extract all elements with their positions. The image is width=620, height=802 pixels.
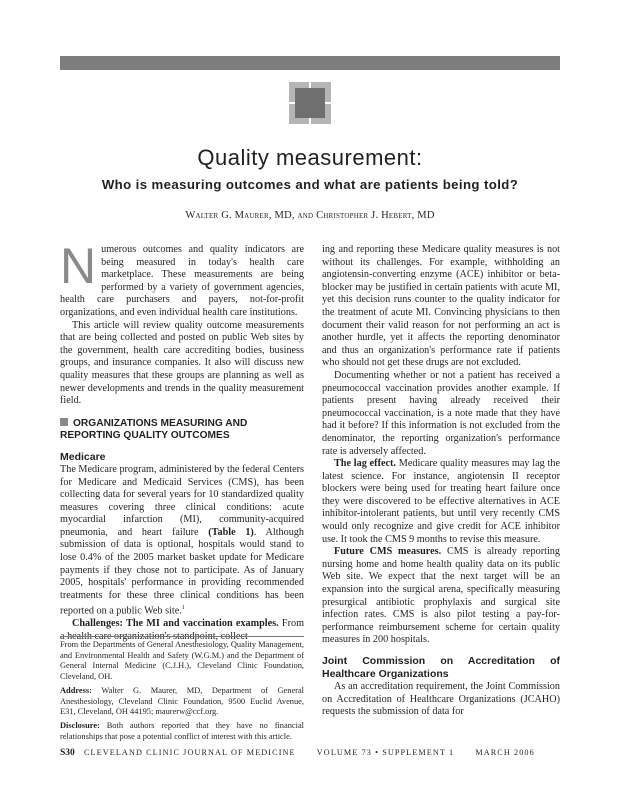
- intro-paragraph-2: This article will review quality outcome measurements that are being collected and posted on public Web sites by the government, health care accrediting bodies, business groups, and insurance companies. It also will discuss new quality measures that these groups are planning as well as newer developments and trends in the quality measurement field.: [60, 319, 304, 407]
- journal-name: CLEVELAND CLINIC JOURNAL OF MEDICINE: [83, 748, 296, 757]
- article-subtitle: Who is measuring outcomes and what are patients being told?: [101, 177, 519, 192]
- article-title: Quality measurement:: [197, 145, 423, 170]
- affiliation-note: From the Departments of General Anesthesiology, Quality Management, and Environmental Health and Safety (W.G.M.) and the Department of General Internal Medicine (C.J.H.), Cleveland Clinic Foundation, Cleveland, OH.: [60, 640, 304, 682]
- header-bar: [60, 56, 560, 70]
- address-note: Address: Walter G. Maurer, MD, Department of General Anesthesiology, Cleveland Clinic Foundation, 9500 Euclid Avenue, E31, Cleveland, OH 44195; maurerw@ccf.org.: [60, 685, 304, 717]
- jcaho-paragraph: As an accreditation requirement, the Joint Commission on Accreditation of Healthcare Organizations (JCAHO) requests the submission of data for: [322, 681, 560, 718]
- footnote-rule: [60, 636, 304, 637]
- intro-paragraph: Numerous outcomes and quality indicators are being measured in today's health care marketplace. These measurements are being performed by a variety of government agencies, health care purchasers and payers, not-for-profit organizations, and even individual health care institutions.: [60, 238, 304, 318]
- page-footer: [60, 748, 560, 758]
- disclosure-note: Disclosure: Both authors reported that they have no financial relationships that pose a potential conflict of interest with this article.: [60, 720, 304, 741]
- future-cms-paragraph: Future CMS measures. CMS is already reporting nursing home and home health quality data on its public Web site. We expect that the next target will be an expansion into the surgical arena, specifically measuring presurgical antibiotic prophylaxis and surgical site infection rates. CMS is also pilot testing a pay-for-performance reimbursement scheme for certain quality measures in 200 hospitals.: [322, 546, 560, 646]
- section-heading: ORGANIZATIONS MEASURING AND REPORTING QUALITY OUTCOMES: [60, 417, 248, 442]
- left-column: [60, 238, 304, 644]
- footnotes: [60, 640, 304, 745]
- challenges-paragraph: Challenges: The MI and vaccination examples. From: [72, 618, 304, 630]
- medicare-paragraph: The Medicare program, administered by the federal Centers for Medicare and Medicaid Services (CMS), has been collecting data for several years for 10 standardized quality measures covering three clinical conditions: acute myocardial infarction (MI), community-acquired pneumonia, and heart failure (Table 1). Although submission of data is optional, hospitals would stand to lose 0.4% of the 2005 market basket update for Medicare payments if they chose not to participate. As of January 2005, hospitals' performance in providing recommended treatments for these three clinical conditions has been reported on a public Web site.$^1$: [60, 463, 304, 617]
- subheading-jcaho: Joint Commission on Accreditation of Healthcare Organizations: [322, 655, 560, 680]
- square-bullet-icon: [60, 418, 68, 426]
- lag-effect-paragraph: The lag effect. Medicare quality measures may lag the latest science. For instance, angiotensin II receptor blockers were being used for treating heart failure once they were discovered to be effective alternatives in ACE inhibitor-intolerant patients, but until very recently CMS would only recognize and give credit for ACE inhibitor use. It took the CMS 9 months to revise this measure.: [322, 458, 561, 545]
- journal-volume: VOLUME 73 • SUPPLEMENT 1: [316, 748, 455, 757]
- journal-logo-icon: [289, 82, 331, 124]
- right-column: [322, 244, 560, 719]
- challenges-paragraph-continued: ing and reporting these Medicare quality measures is not without its challenges. For example, withholding an angiotensin-converting enzyme (ACE) inhibitor or beta-blocker may be justified in certain patients with acute MI, yet this decision runs counter to the quality indicator for the treatment of acute MI. Convincing physicians to then document their valid reason for not performing an act is another hurdle, yet it affects the reporting denominator and thus an organization's performance rate if patients who should not get these drugs are not excluded.: [322, 244, 560, 369]
- journal-date: MARCH 2006: [475, 748, 535, 757]
- documenting-paragraph: Documenting whether or not a patient has received a pneumococcal vaccination provides another example. If patients present having already received their pneumococcal vaccination, is a note made that they have had it before? If this information is not excluded from the denominator, the reporting organization's performance rate is adversely affected.: [322, 369, 560, 457]
- page-number: S30: [60, 748, 75, 758]
- citation-1: 1: [181, 605, 185, 612]
- drop-cap: N: [60, 238, 97, 294]
- table-reference: (Table 1): [208, 526, 254, 538]
- subheading-medicare: Medicare: [60, 450, 106, 463]
- article-authors: Walter G. Maurer, MD, and Christopher J. Hebert, MD: [185, 210, 435, 221]
